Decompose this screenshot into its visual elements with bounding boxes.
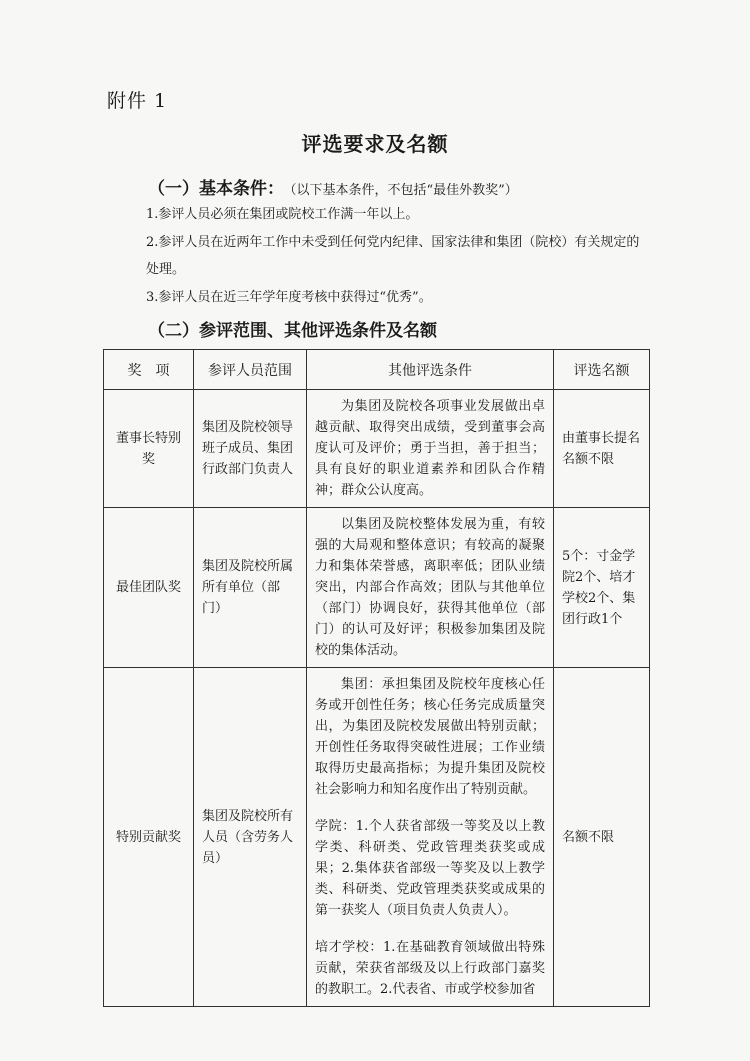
table-row (104, 390, 650, 508)
award-name: 董事长特别奖 (104, 390, 194, 508)
attachment-label: 附件 1 (107, 90, 168, 112)
condition-paragraph: 集团：承担集团及院校年度核心任务或开创性任务；核心任务完成质量突出，为集团及院校发展做出特别贡献；开创性任务取得突破性进展；工作业绩取得历史最高指标；为提升集团及院校社会影响力和知名度作出了特别贡献。 (315, 677, 545, 797)
table-row (104, 508, 650, 668)
condition-item-3-text: 3.参评人员在近三年学年度考核中获得过“优秀”。 (146, 290, 432, 305)
award-scope: 集团及院校所有人员（含劳务人员） (194, 668, 307, 1007)
section1-heading (148, 174, 518, 199)
header-award: 奖 项 (104, 350, 194, 390)
award-name: 特别贡献奖 (104, 668, 194, 1007)
header-scope: 参评人员范围 (194, 350, 307, 390)
award-scope: 集团及院校所属所有单位（部门） (194, 508, 307, 668)
award-quota: 由董事长提名名额不限 (554, 390, 650, 508)
award-quota: 5个：寸金学院2个、培才学校2个、集团行政1个 (554, 508, 650, 668)
award-scope: 集团及院校领导班子成员、集团行政部门负责人 (194, 390, 307, 508)
award-conditions (307, 390, 554, 508)
section2-heading: （二）参评范围、其他评选条件及名额 (148, 321, 437, 341)
award-name: 最佳团队奖 (104, 508, 194, 668)
header-conditions: 其他评选条件 (307, 350, 554, 390)
section1-heading-text: （一）基本条件： (148, 179, 284, 199)
table-row (104, 668, 650, 1007)
condition-paragraph: 为集团及院校各项事业发展做出卓越贡献、取得突出成绩，受到董事会高度认可及评价；勇于当担，善于担当；具有良好的职业道素养和团队合作精神；群众公认度高。 (315, 399, 545, 498)
awards-table (103, 349, 650, 1007)
award-quota: 名额不限 (554, 668, 650, 1007)
condition-item-1 (112, 201, 642, 228)
award-conditions (307, 668, 554, 1007)
header-quota: 评选名额 (554, 350, 650, 390)
condition-paragraph: 培才学校：1.在基础教育领域做出特殊贡献，荣获省部级及以上行政部门嘉奖的教职工。2.代表省、市或学校参加省 (315, 940, 545, 997)
condition-paragraph: 学院：1.个人获省部级一等奖及以上教学类、科研类、党政管理类获奖或成果；2.集体获省部级一等奖及以上教学类、科研类、党政管理类获奖或成果的第一获奖人（项目负责人负责人）。 (315, 819, 545, 918)
condition-paragraph: 以集团及院校整体发展为重，有较强的大局观和整体意识；有较高的凝聚力和集体荣誉感，离职率低；团队业绩突出，内部合作高效；团队与其他单位（部门）协调良好，获得其他单位（部门）的认可及好评；积极参加集团及院校的集体活动。 (315, 517, 545, 658)
table-header-row (104, 350, 650, 390)
condition-item-2-text: 2.参评人员在近两年工作中未受到任何党内纪律、国家法律和集团（院校）有关规定的处理。 (146, 235, 640, 277)
condition-item-3 (112, 284, 642, 311)
award-conditions (307, 508, 554, 668)
section1-note: （以下基本条件，不包括“最佳外教奖”） (290, 183, 518, 198)
condition-item-2 (112, 229, 642, 283)
page-title: 评选要求及名额 (301, 132, 449, 156)
condition-item-1-text: 1.参评人员必须在集团或院校工作满一年以上。 (146, 207, 419, 222)
